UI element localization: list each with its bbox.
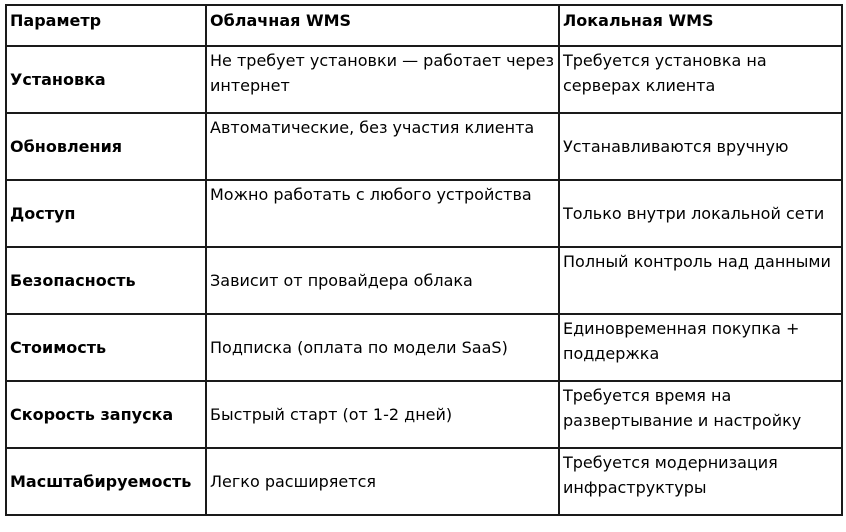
row-local-value: Требуется модернизация инфраструктуры [559,448,842,515]
row-local-value: Устанавливаются вручную [559,113,842,180]
row-local-value: Единовременная покупка + поддержка [559,314,842,381]
header-cloud-wms: Облачная WMS [206,5,559,46]
table-row [6,46,842,113]
row-parameter: Скорость запуска [6,381,206,448]
row-parameter: Масштабируемость [6,448,206,515]
table-row [6,448,842,515]
row-parameter: Установка [6,46,206,113]
row-cloud-value: Подписка (оплата по модели SaaS) [206,314,559,381]
row-cloud-value: Автоматические, без участия клиента [206,113,559,180]
row-cloud-value: Зависит от провайдера облака [206,247,559,314]
comparison-table [5,4,843,516]
row-cloud-value: Не требует установки — работает через интернет [206,46,559,113]
row-cloud-value: Легко расширяется [206,448,559,515]
table-header-row [6,5,842,46]
row-cloud-value: Можно работать с любого устройства [206,180,559,247]
row-parameter: Обновления [6,113,206,180]
table-row [6,113,842,180]
row-parameter: Доступ [6,180,206,247]
header-local-wms: Локальная WMS [559,5,842,46]
row-parameter: Стоимость [6,314,206,381]
row-local-value: Требуется время на развертывание и настройку [559,381,842,448]
row-local-value: Полный контроль над данными [559,247,842,314]
row-local-value: Только внутри локальной сети [559,180,842,247]
table-row [6,180,842,247]
table-row [6,314,842,381]
table-row [6,381,842,448]
table-row [6,247,842,314]
header-parameter: Параметр [6,5,206,46]
row-local-value: Требуется установка на серверах клиента [559,46,842,113]
row-cloud-value: Быстрый старт (от 1-2 дней) [206,381,559,448]
row-parameter: Безопасность [6,247,206,314]
